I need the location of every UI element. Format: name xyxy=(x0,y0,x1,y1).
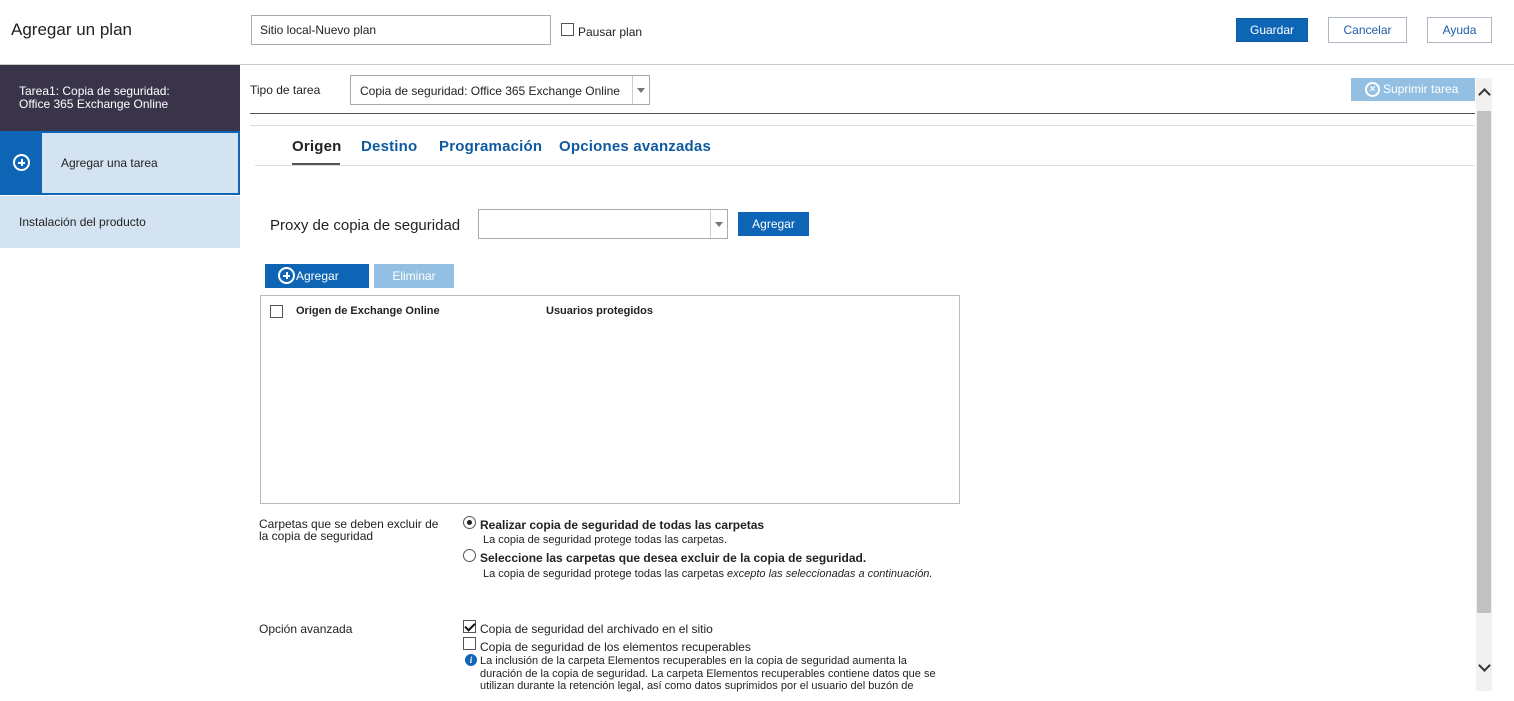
remove-source-button[interactable]: Eliminar xyxy=(374,264,454,288)
column-header-protected-users[interactable]: Usuarios protegidos xyxy=(546,305,653,317)
description-text: La copia de seguridad protege todas las carpetas xyxy=(483,568,724,580)
task-type-select[interactable] xyxy=(350,75,650,105)
proxy-label: Proxy de copia de seguridad xyxy=(270,217,461,234)
plan-name-input[interactable] xyxy=(251,15,551,45)
sidebar-task-title-line1: Tarea1: Copia de seguridad: xyxy=(19,84,170,98)
sidebar-task-title-line2: Office 365 Exchange Online xyxy=(19,97,169,111)
close-circle-icon: × xyxy=(1365,82,1380,97)
chevron-up-icon[interactable] xyxy=(1476,84,1492,100)
exclude-folders-label: Carpetas que se deben excluir de la copia de seguridad xyxy=(259,517,439,543)
plus-circle-icon xyxy=(13,154,30,171)
vertical-scrollbar[interactable] xyxy=(1476,78,1492,691)
tab-advanced-options[interactable]: Opciones avanzadas xyxy=(559,138,711,155)
add-source-button[interactable] xyxy=(265,264,369,288)
add-task-label: Agregar una tarea xyxy=(61,156,158,170)
pause-plan-checkbox[interactable] xyxy=(561,23,574,36)
backup-all-folders-description: La copia de seguridad protege todas las carpetas. xyxy=(483,534,727,546)
delete-task-label: Suprimir tarea xyxy=(1383,82,1459,96)
add-task-icon-box xyxy=(2,133,42,193)
info-icon: i xyxy=(465,654,477,666)
select-all-checkbox[interactable] xyxy=(270,305,283,318)
sidebar-item-install-product[interactable]: Instalación del producto xyxy=(0,196,240,248)
select-excluded-folders-description xyxy=(483,568,932,580)
chevron-down-icon xyxy=(632,76,649,104)
recoverable-items-label: Copia de seguridad de los elementos recuperables xyxy=(480,640,751,654)
divider xyxy=(250,113,1475,114)
pause-plan-label: Pausar plan xyxy=(578,25,643,39)
select-excluded-folders-radio[interactable] xyxy=(463,549,476,562)
archive-backup-label: Copia de seguridad del archivado en el sitio xyxy=(480,622,713,636)
chevron-down-icon xyxy=(710,210,727,238)
proxy-select[interactable] xyxy=(478,209,728,239)
description-italic-text: excepto las seleccionadas a continuación. xyxy=(727,568,933,580)
recoverable-items-checkbox[interactable] xyxy=(463,637,476,650)
task-type-label: Tipo de tarea xyxy=(250,83,321,97)
advanced-option-label: Opción avanzada xyxy=(259,622,353,636)
column-header-exchange-source[interactable]: Origen de Exchange Online xyxy=(296,305,440,317)
sidebar-item-add-task[interactable] xyxy=(0,131,240,195)
source-table xyxy=(260,295,960,504)
cancel-button[interactable]: Cancelar xyxy=(1328,17,1407,43)
plus-circle-icon xyxy=(278,267,295,284)
help-button[interactable]: Ayuda xyxy=(1427,17,1492,43)
proxy-add-button[interactable]: Agregar xyxy=(738,212,809,236)
scrollbar-thumb[interactable] xyxy=(1477,111,1491,613)
sidebar-item-task1[interactable] xyxy=(0,65,240,131)
delete-task-button[interactable] xyxy=(1351,78,1475,101)
archive-backup-checkbox[interactable] xyxy=(463,620,476,633)
backup-all-folders-label: Realizar copia de seguridad de todas las carpetas xyxy=(480,518,765,532)
divider xyxy=(250,125,1475,126)
add-source-label: Agregar xyxy=(296,269,339,283)
backup-all-folders-radio[interactable] xyxy=(463,516,476,529)
select-excluded-folders-label: Seleccione las carpetas que desea excluir de la copia de seguridad. xyxy=(480,551,867,565)
tab-destination[interactable]: Destino xyxy=(361,138,418,155)
tab-origin[interactable]: Origen xyxy=(292,138,342,155)
save-button[interactable]: Guardar xyxy=(1236,18,1308,42)
recoverable-items-info-text: La inclusión de la carpeta Elementos recuperables en la copia de seguridad aumenta la duración de la copia de seguridad. La carpeta Elementos recuperables contiene datos que se utilizan durante la retención legal, así como datos suprimidos por el usuario del buzón de xyxy=(480,655,936,692)
task-type-value: Copia de seguridad: Office 365 Exchange Online xyxy=(360,84,620,98)
divider xyxy=(255,165,1475,166)
tab-schedule[interactable]: Programación xyxy=(439,138,543,155)
chevron-down-icon[interactable] xyxy=(1476,660,1492,676)
page-title: Agregar un plan xyxy=(11,20,132,39)
